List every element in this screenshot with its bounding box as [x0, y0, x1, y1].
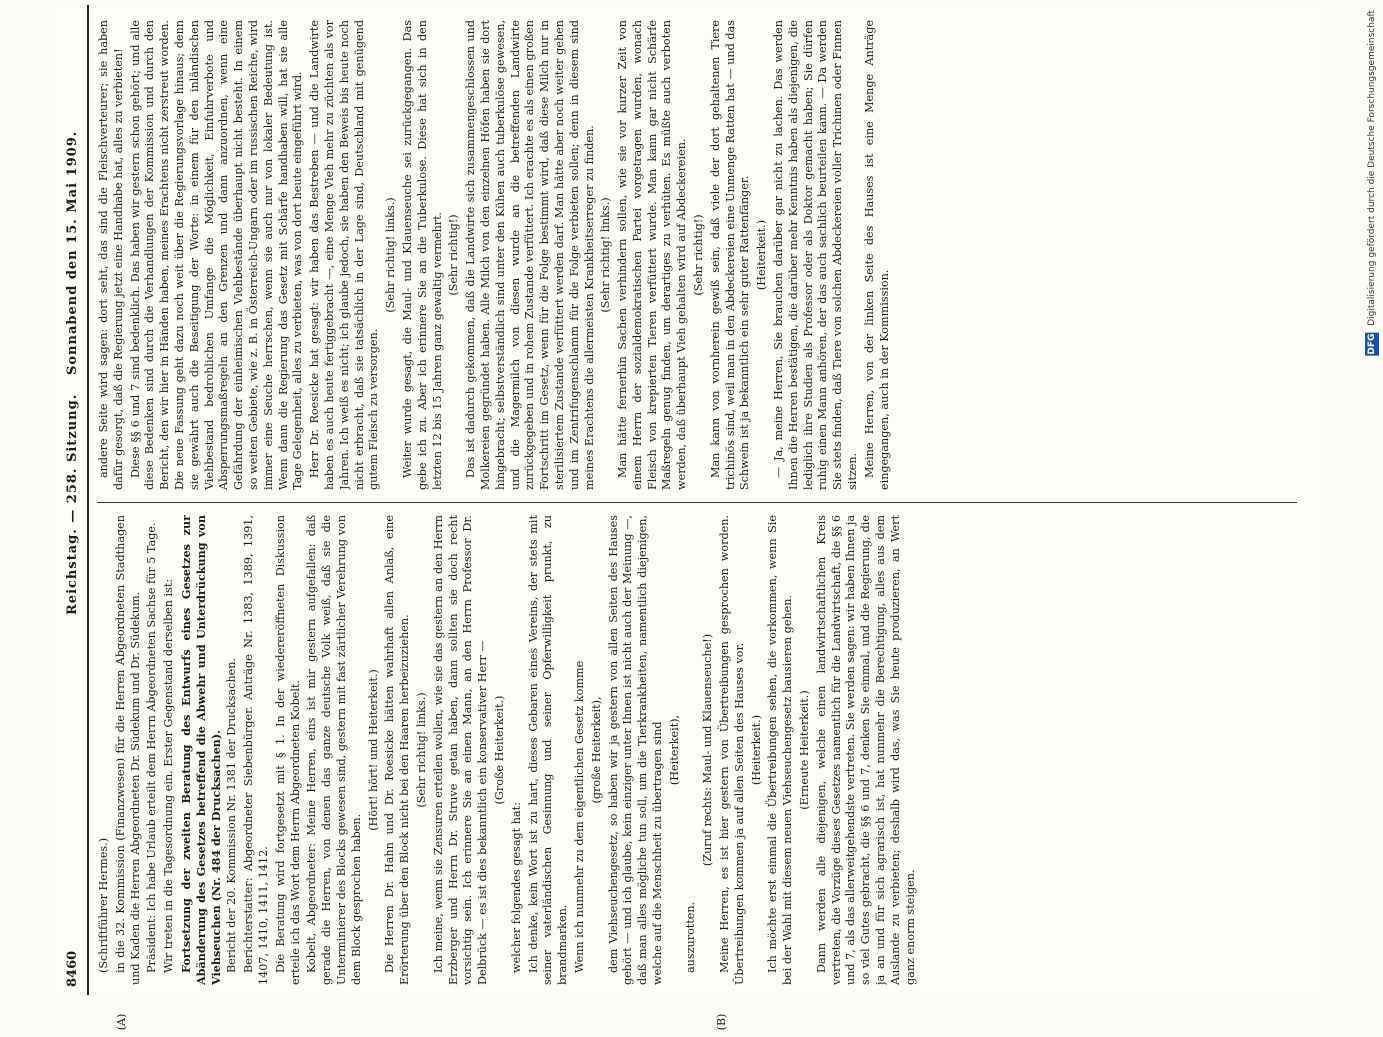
paragraph: Man hätte fernerhin Sachen verhindern sollen, wie sie vor kurzer Zeit von einem Herrn der sozialdemokratischen Partei vorgetragen wurden, wonach Fleisch von krepierten Tieren verfüttert wurde. Man kann gar nicht Schärfe Maßregeln genug finden, um derartiges zu verhüten. Es müßte auch verboten werden, daß überhaupt Vieh gehalten wird auf Abdeckereien. [616, 20, 689, 490]
paragraph: (Heiterkeit.) [749, 714, 763, 786]
watermark-text: Digitalisierung gefördert durch die Deutsche Forschungsgemeinschaft [1367, 10, 1377, 326]
paragraph: (Heiterkeit.) [755, 219, 769, 291]
paragraph: Die Herren Dr. Hahn und Dr. Roesicke hätten wahrhaft allen Anlaß, eine Erörterung über den Block nicht bei den Haaren herbeizuziehen. [383, 515, 412, 985]
paragraph: (Erneute Heiterkeit.) [798, 690, 812, 810]
paragraph: (Heiterkeit), [667, 714, 681, 786]
paragraph: Bericht der 20. Kommission Nr. 1381 der Drucksachen. [225, 657, 239, 973]
header-rule [87, 5, 89, 995]
paragraph: Die Beratung wird fortgesetzt mit § 1. In der wiedereröffneten Diskussion erteile ich das Wort dem Herrn Abgeordneten Kobelt. [273, 515, 302, 985]
paragraph: Kobelt, Abgeordneter: Meine Herren, eins ist mir gestern aufgefallen: daß gerade die Herren, von denen das ganze deutsche Volk weiß, daß sie die Unterminierer des Blocks gewesen sind, gestern mit fast zärtlicher Verehrung von dem Block gesprochen haben. [305, 515, 363, 985]
dfg-logo: DFG [1367, 333, 1377, 355]
paragraph: (Sehr richtig!) [692, 214, 706, 296]
paragraph: Wenn ich nunmehr zu dem eigentlichen Gesetz komme [572, 660, 586, 973]
paragraph: dem Viehseuchengesetz, so haben wir ja gestern von allen Seiten des Hauses gehört — und ich glaube, kein einziger unter Ihnen ist nicht auch der Meinung —, daß man alles mögliche tun soll, um die Tierkrankheiten, namentlich diejenigen, welche auf die Menschheit zu übertragen sind [606, 515, 664, 985]
page-header [55, 5, 89, 995]
paragraph: Diese §§ 6 und 7 sind bedenklich. Das haben wir gestern schon gehört; und alle diese Bedenken sind durch die Verhandlungen der Kommission und durch den Bericht, den wir hier in Händen haben, meines Erachtens nicht zerstreut worden. Die neue Fassung geht dazu noch weit über die Regierungsvorlage hinaus; denn sie gewährt auch die Beseitigung der Worte: in einem für den inländischen Viehbestand bedrohlichen Umfange die Möglichkeit, Einfuhrverbote und Absperrungsmaßregeln an den Grenzen und dann anzuordnen, wenn eine Gefährdung der einheimischen Viehbestände überhaupt nicht besteht. In einem so weiten Gebiete, wie z. B. in Österreich-Ungarn oder im russischen Reiche, wird immer eine Seuche herrschen, wenn sie auch nur von lokaler Bedeutung ist. Wenn dann die Regierung das Gesetz mit Schärfe handhaben will, hat sie alle Tage Gelegenheit, alles zu verbieten, was von dort heute eingeführt wird. [128, 20, 305, 490]
paragraph: auszurotten. [684, 901, 698, 973]
paragraph: Präsident: Ich habe Urlaub erteilt dem Herrn Abgeordneten Sachse für 5 Tage. [145, 522, 159, 973]
paragraph: Berichterstatter: Abgeordneter Siebenbürger. Anträge Nr. 1383, 1389, 1391, 1407, 1410, 1411, 1412. [242, 515, 270, 985]
paragraph: (große Heiterkeit), [589, 696, 603, 804]
paragraph: (Schriftführer Hermes.) [97, 837, 110, 973]
paragraph: Dann werden alle diejenigen, welche einen landwirtschaftlichen Kreis vertreten, die Vorzüge dieses Gesetzes namentlich für die Landwirtschaft, die §§ 6 und 7, als das allerweitgehendste vertreten. Sie werden sagen: wir haben Ihnen ja so viel Gutes gebracht, die §§ 6 und 7, denken Sie einmal, und die Regierung, die ja an und für sich agrarisch ist, hat nunmehr die Berechtigung, alles aus dem Auslande zu verbieten; deshalb wird das, was Sie heute produzieren, an Wert ganz enorm steigen. [814, 515, 917, 985]
paragraph: (Sehr richtig!) [447, 214, 461, 296]
paragraph: in die 32. Kommission (Finanzwesen) für die Herren Abgeordneten Stadthagen und Kaden die Herren Abgeordneten Dr. Südekum und Dr. Südekum. [113, 515, 142, 985]
page-date: Sonnabend den 15. Mai 1909. [65, 130, 80, 375]
paragraph: (Sehr richtig! links.) [599, 197, 613, 313]
paragraph: Ich meine, wenn sie Zensuren erteilen wollen, wie sie das gestern an den Herrn Erzberger und Herrn Dr. Struve getan haben, dann sollten sie doch recht vorsichtig sein. Ich erinnere Sie an einen Mann, an den Herrn Professor Dr. Delbrück — es ist dies bekanntlich ein konservativer Herr — [431, 515, 490, 985]
paragraph: Fortsetzung der zweiten Beratung des Entwurfs eines Gesetzes zur Abänderung des Gesetzes betreffend die Abwehr und Unterdrückung von Viehseuchen (Nr. 484 der Drucksachen). [178, 515, 223, 985]
paragraph: Herr Dr. Roesicke hat gesagt: wir haben das Bestreben — und die Landwirte haben es auch heute fertiggebracht —, eine Menge Vieh mehr zu züchten als vor Jahren. Ich weiß es nicht; ich glaube jedoch, sie haben den Beweis bis heute noch nicht erbracht, daß sie tatsächlich in der Lage sind, Deutschland mit genügend gutem Fleisch zu versorgen. [308, 20, 381, 490]
paragraph: (Sehr richtig! links.) [414, 692, 428, 808]
margin-mark-b: (B) [715, 1013, 728, 1031]
paragraph: Man kann von vornherein gewiß sein, daß viele der dort gehaltenen Tiere trichinös sind, weil man in den Abdeckereien eine Unmenge Ratten hat — und das Schwein ist ja bekanntlich ein sehr guter Rattenfänger. [708, 20, 752, 490]
margin-mark-a: (A) [115, 1013, 128, 1031]
paragraph: Weiter wurde gesagt, die Maul- und Klauenseuche sei zurückgegangen. Das gebe ich zu. Aber ich erinnere Sie an die Tuberkulose. Diese hat sich in den letzten 12 bis 15 Jahren ganz gewaltig vermehrt. [400, 20, 444, 490]
paragraph: Wir treten in die Tagesordnung ein. Erster Gegenstand derselben ist: [162, 578, 176, 973]
paragraph: Ich denke, kein Wort ist zu hart, dieses Gebaren eines Vereins, der stets mit seiner vaterländischen Gesinnung und seiner Opferwilligkeit prunkt, zu brandmarken. [526, 515, 570, 985]
column-divider [97, 502, 1297, 503]
paragraph: Meine Herren, von der linken Seite des Hauses ist eine Menge Anträge eingegangen, auch in der Kommission. [862, 20, 891, 490]
paragraph: andere Seite wird sagen: dort seht, das sind die Fleischverteurer; sie haben dafür gesorgt, daß die Regierung jetzt eine Handhabe hat, alles zu verbieten! [97, 20, 125, 490]
paragraph: Ich möchte erst einmal die Übertreibungen sehen, die vorkommen, wenn Sie bei der Wahl mit diesem neuen Viehseuchengesetz hausieren gehen. [766, 515, 795, 985]
right-column [97, 20, 1307, 490]
page-number: 8460 [65, 950, 80, 987]
left-column [97, 515, 1307, 985]
page-title: Reichstag. — 258. Sitzung. [65, 393, 80, 615]
paragraph: Das ist dadurch gekommen, daß die Landwirte sich zusammengeschlossen und Molkereien gegründet haben. Alle Milch von den einzelnen Höfen haben sie dort hingebracht; selbstverständlich sind unter den Kühen auch tuberkulöse gewesen, und die Magermilch von diesen wurde an die betreffenden Landwirte zurückgegeben und in rohem Zustande verfüttert. Ich erachte es als einen großen Fortschritt im Gesetz, wenn für die Folge bestimmt wird, daß diese Milch nur in sterilisiertem Zustande verfüttert werden darf. Man hätte aber noch weiter gehen und im Zentrifugenschlamm für die Folge verbieten sollen; denn in diesem sind meines Erachtens die allermeisten Krankheitserreger zu finden. [464, 20, 596, 490]
digitization-watermark [1365, 10, 1379, 356]
paragraph: (Hört! hört! und Heiterkeit.) [366, 669, 380, 831]
paragraph: — Ja, meine Herren, Sie brauchen darüber gar nicht zu lachen. Das werden Ihnen die Herren bestätigen, die darüber mehr Kenntnis haben als diejenigen, die lediglich ihre Studien als Professor oder als Doktor gemacht haben; Sie dürfen ruhig einen Mann anhören, der das auch sachlich beurteilen kann. — Da werden Sie stets finden, daß Tiere von solchen Abdeckereien voller Trichinen oder Finnen sitzen. [772, 20, 860, 490]
paragraph: (Zuruf rechts: Maul- und Klauenseuche!) [701, 633, 715, 867]
document-page [55, 5, 1325, 1031]
paragraph: welcher folgendes gesagt hat: [509, 802, 523, 973]
paragraph: (Sehr richtig! links.) [384, 197, 398, 313]
paragraph: (Große Heiterkeit.) [492, 695, 506, 805]
paragraph: Meine Herren, es ist hier gestern von Übertreibungen gesprochen worden. Übertreibungen kommen ja auf allen Seiten des Hauses vor. [718, 515, 746, 985]
